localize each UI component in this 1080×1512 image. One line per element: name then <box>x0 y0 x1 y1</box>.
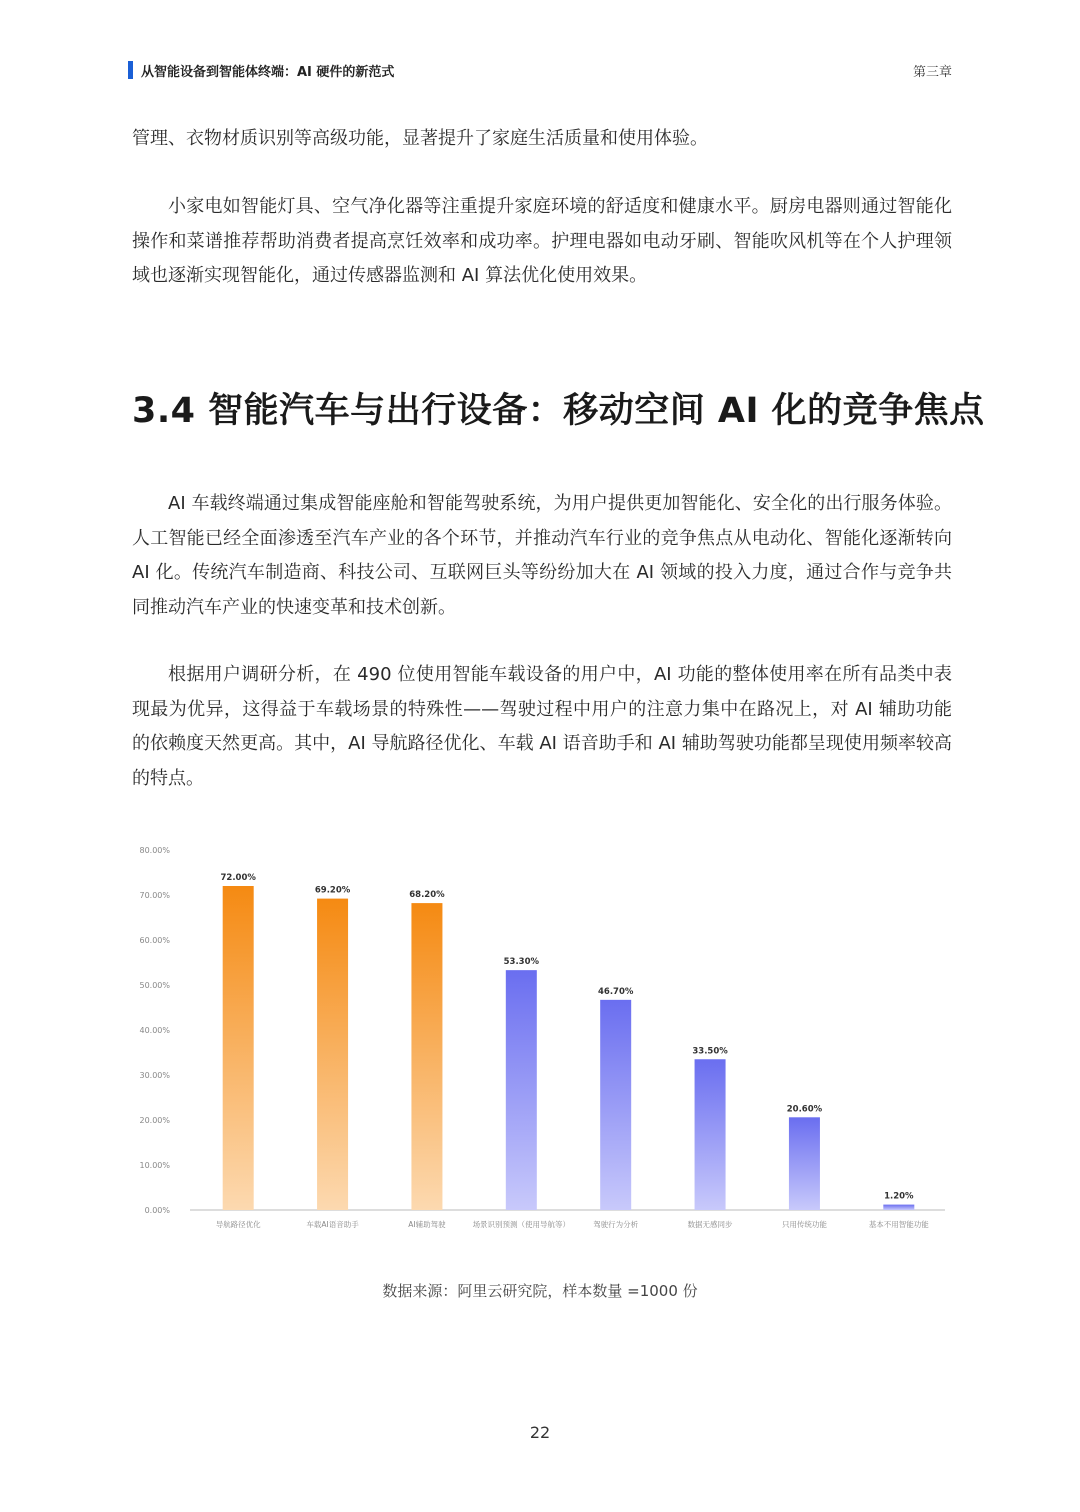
bar-value-label: 20.60% <box>786 1104 823 1115</box>
y-tick-label: 60.00% <box>139 936 170 945</box>
bar-value-label: 53.30% <box>503 957 540 968</box>
bar <box>695 1059 726 1210</box>
bar-chart <box>130 836 950 1246</box>
x-tick-label: AI辅助驾驶 <box>408 1220 446 1229</box>
bar <box>506 970 537 1210</box>
bar-value-label: 72.00% <box>220 873 256 883</box>
bar <box>317 899 348 1210</box>
bar-value-label: 69.20% <box>314 885 351 896</box>
paragraph-3: AI 车载终端通过集成智能座舱和智能驾驶系统，为用户提供更加智能化、安全化的出行服务体验。人工智能已经全面渗透至汽车产业的各个环节，并推动汽车行业的竞争焦点从电动化、智能化逐渐转向 AI 化。传统汽车制造商、科技公司、互联网巨头等纷纷加大在 AI 领域的投入力度，通过合作与竞争共同推动汽车产业的快速变革和技术创新。 <box>132 493 952 618</box>
bar <box>600 1000 631 1210</box>
y-tick-label: 0.00% <box>144 1206 170 1215</box>
bar <box>789 1117 820 1210</box>
header-chapter: 第三章 <box>912 64 952 80</box>
paragraph-2: 小家电如智能灯具、空气净化器等注重提升家庭环境的舒适度和健康水平。厨房电器则通过智能化操作和菜谱推荐帮助消费者提高烹饪效率和成功率。护理电器如电动牙刷、智能吹风机等在个人护理领域也逐渐实现智能化，通过传感器监测和 AI 算法优化使用效果。 <box>132 196 952 286</box>
bar-value-label: 1.20% <box>884 1191 914 1202</box>
x-tick-label: 场景识别预测（使用导航等） <box>472 1220 571 1229</box>
page-number: 22 <box>529 1423 551 1442</box>
source-note: 数据来源：阿里云研究院，样本数量 =1000 份 <box>382 1282 698 1300</box>
x-tick-label: 数据无感同步 <box>687 1220 733 1229</box>
paragraph-4: 根据用户调研分析，在 490 位使用智能车载设备的用户中，AI 功能的整体使用率在所有品类中表现最为优异，这得益于车载场景的特殊性——驾驶过程中用户的注意力集中在路况上，对 AI 辅助功能的依赖度天然更高。其中，AI 导航路径优化、车载 AI 语音助手和 AI 辅助驾驶功能都呈现使用频率较高的特点。 <box>132 664 952 789</box>
header-left <box>128 61 394 80</box>
y-tick-label: 10.00% <box>139 1161 170 1170</box>
x-tick-label: 导航路径优化 <box>215 1220 261 1229</box>
y-tick-label: 20.00% <box>139 1116 170 1125</box>
y-tick-label: 40.00% <box>139 1026 170 1035</box>
y-tick-label: 80.00% <box>139 846 170 855</box>
bar <box>411 903 442 1210</box>
bar-value-label: 68.20% <box>409 890 445 901</box>
x-tick-label: 车载AI语音助手 <box>306 1220 359 1229</box>
section-title: 3.4 智能汽车与出行设备：移动空间 AI 化的竞争焦点 <box>132 391 985 431</box>
header-accent-bar <box>128 61 133 79</box>
bar-value-label: 33.50% <box>692 1046 728 1057</box>
bar <box>883 1205 914 1210</box>
y-tick-label: 30.00% <box>139 1071 170 1080</box>
y-tick-label: 70.00% <box>139 891 170 900</box>
y-tick-label: 50.00% <box>139 981 170 990</box>
paragraph-1: 管理、衣物材质识别等高级功能，显著提升了家庭生活质量和使用体验。 <box>132 128 708 149</box>
x-tick-label: 驾驶行为分析 <box>593 1220 639 1229</box>
bar <box>223 886 254 1210</box>
x-tick-label: 基本不用智能功能 <box>868 1220 929 1229</box>
page-header <box>128 58 952 82</box>
bar-value-label: 46.70% <box>597 986 634 997</box>
header-title: 从智能设备到智能体终端：AI 硬件的新范式 <box>141 64 395 80</box>
x-tick-label: 只用传统功能 <box>781 1220 827 1229</box>
